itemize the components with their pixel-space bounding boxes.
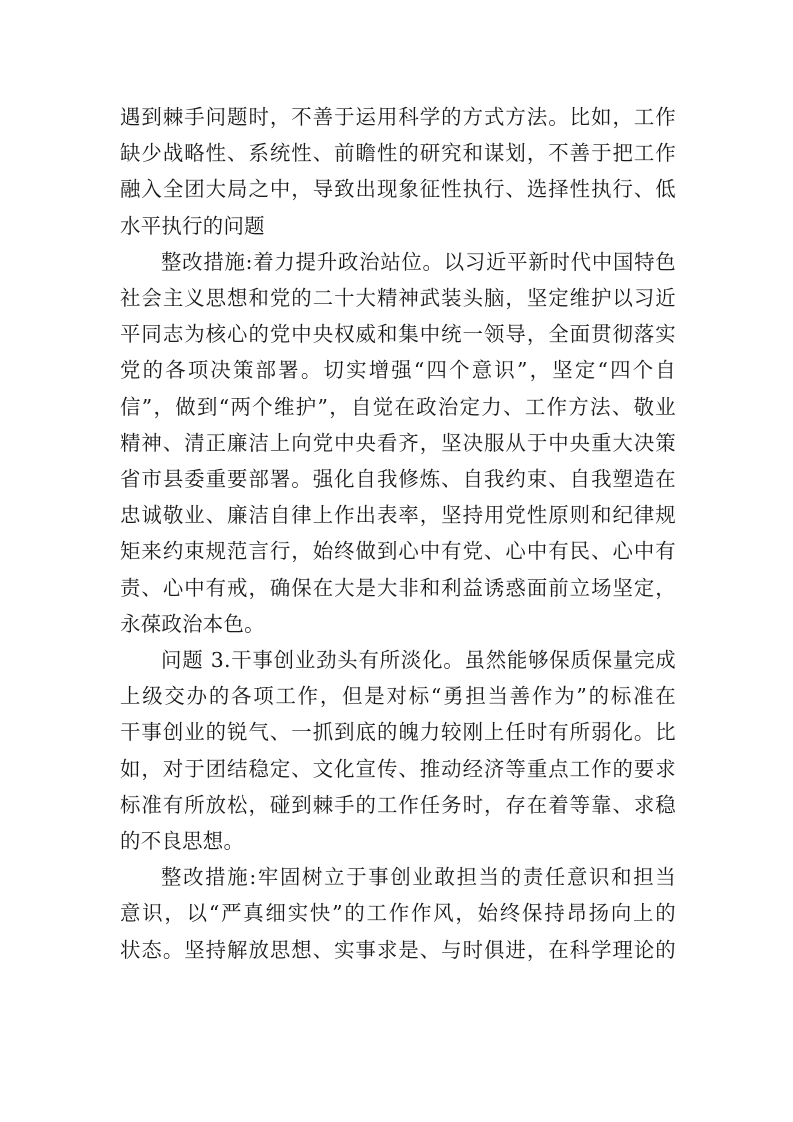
text-line: 忠诚敬业、廉洁自律上作出表率，坚持用党性原则和纪律规 — [120, 503, 676, 528]
text-line: 的不良思想。 — [120, 829, 245, 854]
text-line: 干事创业的锐气、一抓到底的魄力较刚上任时有所弱化。比 — [120, 720, 676, 745]
text-line: 缺少战略性、系统性、前瞻性的研究和谋划，不善于把工作 — [120, 141, 676, 166]
text-line: 精神、清正廉洁上向党中央看齐，坚决服从于中央重大决策 — [120, 430, 676, 455]
text-line: 党的各项决策部署。切实增强“四个意识”，坚定“四个自 — [120, 358, 676, 383]
text-line: 状态。坚持解放思想、实事求是、与时俱进，在科学理论的 — [120, 937, 676, 962]
paragraph-problem-3 — [120, 642, 676, 859]
document-body — [120, 99, 676, 968]
text-line: 如，对于团结稳定、文化宣传、推动经济等重点工作的要求 — [120, 756, 676, 781]
text-line: 永葆政治本色。 — [120, 611, 265, 636]
text-line: 省市县委重要部署。强化自我修炼、自我约束、自我塑造在 — [120, 467, 676, 492]
text-line: 矩来约束规范言行，始终做到心中有党、心中有民、心中有 — [120, 539, 676, 564]
text-line: 整改措施:牢固树立于事创业敢担当的责任意识和担当 — [161, 865, 676, 890]
paragraph-continuation — [120, 99, 676, 244]
text-line: 社会主义思想和党的二十大精神武装头脑，坚定维护以习近 — [120, 286, 676, 311]
text-line: 水平执行的问题 — [120, 213, 265, 238]
text-line: 标准有所放松，碰到棘手的工作任务时，存在着等靠、求稳 — [120, 792, 676, 817]
text-line: 融入全团大局之中，导致出现象征性执行、选择性执行、低 — [120, 177, 676, 202]
text-line: 责、心中有戒，确保在大是大非和利益诱惑面前立场坚定， — [120, 575, 676, 600]
text-line: 信”，做到“两个维护”，自觉在政治定力、工作方法、敬业 — [120, 394, 676, 419]
text-line: 平同志为核心的党中央权威和集中统一领导，全面贯彻落实 — [120, 322, 676, 347]
text-line: 意识，以“严真细实快”的工作作风，始终保持昂扬向上的 — [120, 901, 676, 926]
paragraph-rectification-measures-2 — [120, 859, 676, 968]
text-line: 遇到棘手问题时，不善于运用科学的方式方法。比如，工作 — [120, 105, 676, 129]
paragraph-rectification-measures-1 — [120, 244, 676, 642]
text-line: 整改措施:着力提升政治站位。以习近平新时代中国特色 — [161, 249, 676, 274]
text-line: 上级交办的各项工作，但是对标“勇担当善作为”的标准在 — [120, 684, 676, 709]
text-line: 问题 3.干事创业劲头有所淡化。虽然能够保质保量完成 — [161, 648, 676, 673]
